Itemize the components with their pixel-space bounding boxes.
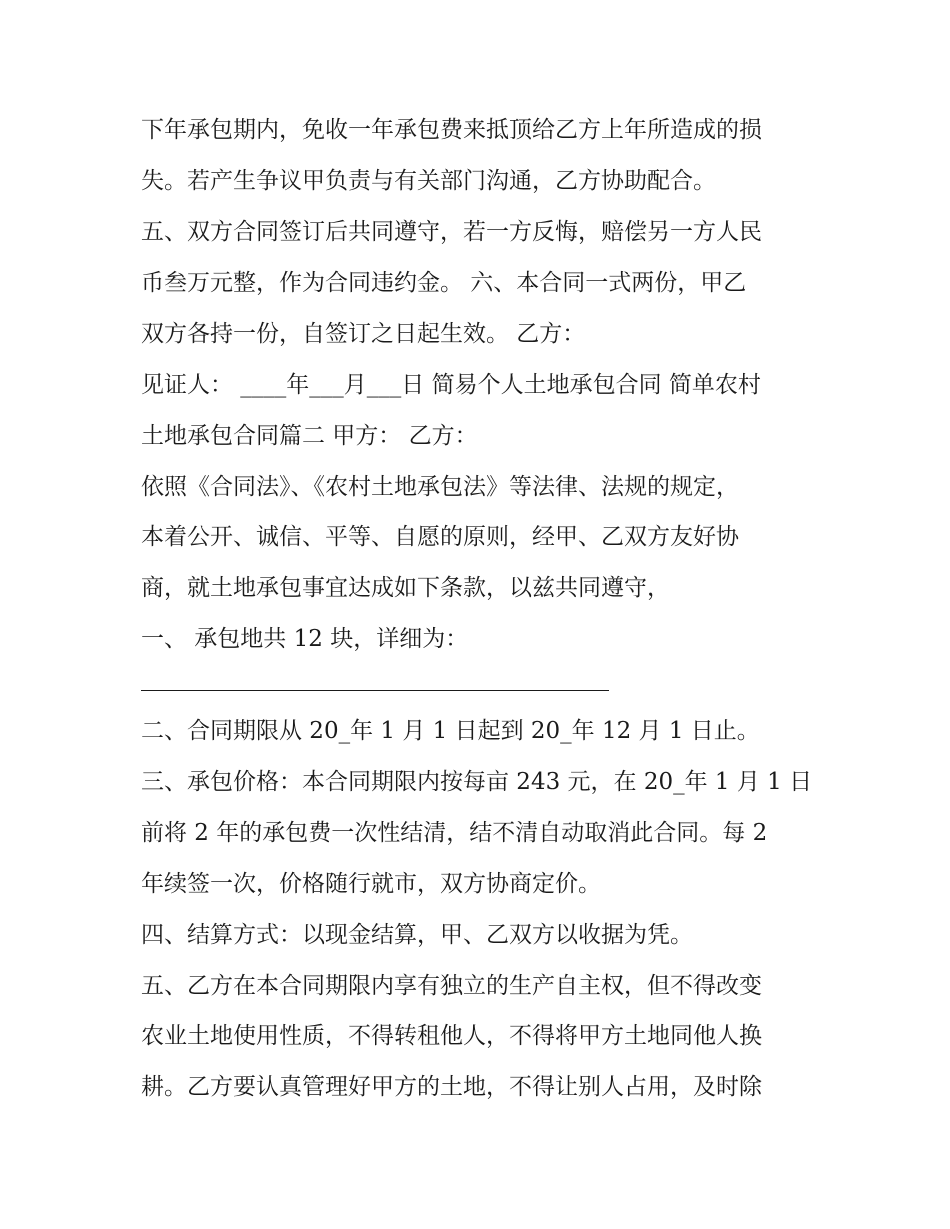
text-line: 二、合同期限从 20_年 1 月 1 日起到 20_年 12 月 1 日止。 <box>141 718 760 744</box>
text-line: 五、双方合同签订后共同遵守，若一方反悔，赔偿另一方人民 <box>141 219 762 245</box>
text-line: 三、承包价格：本合同期限内按每亩 243 元，在 20_年 1 月 1 日 <box>141 769 813 795</box>
text-line: 商，就土地承包事宜达成如下条款，以兹共同遵守， <box>141 575 670 601</box>
blank-fill-line <box>141 690 609 691</box>
text-line: 农业土地使用性质，不得转租他人，不得将甲方土地同他人换 <box>141 1023 762 1049</box>
text-line: 币叁万元整，作为合同违约金。 六、本合同一式两份，甲乙 <box>141 270 747 296</box>
text-line: 土地承包合同篇二 甲方： 乙方： <box>141 423 478 449</box>
text-line: 见证人： ____年___月___日 简易个人土地承包合同 简单农村 <box>141 372 761 398</box>
text-line: 依照《合同法》、《农村土地承包法》等法律、法规的规定， <box>141 474 739 500</box>
text-line: 五、乙方在本合同期限内享有独立的生产自主权，但不得改变 <box>141 973 762 999</box>
text-line: 四、结算方式：以现金结算，甲、乙双方以收据为凭。 <box>141 922 693 948</box>
text-line: 耕。乙方要认真管理好甲方的土地，不得让别人占用，及时除 <box>141 1074 762 1100</box>
text-line: 失。若产生争议甲负责与有关部门沟通，乙方协助配合。 <box>141 168 716 194</box>
text-line: 本着公开、诚信、平等、自愿的原则，经甲、乙双方友好协 <box>141 524 739 550</box>
text-line: 年续签一次，价格随行就市，双方协商定价。 <box>141 871 601 897</box>
text-line: 前将 2 年的承包费一次性结清，结不清自动取消此合同。每 2 <box>141 820 768 846</box>
text-line: 一、 承包地共 12 块，详细为： <box>141 626 469 652</box>
text-line: 双方各持一份，自签订之日起生效。 乙方： <box>141 321 586 347</box>
text-line: 下年承包期内，免收一年承包费来抵顶给乙方上年所造成的损 <box>141 117 762 143</box>
